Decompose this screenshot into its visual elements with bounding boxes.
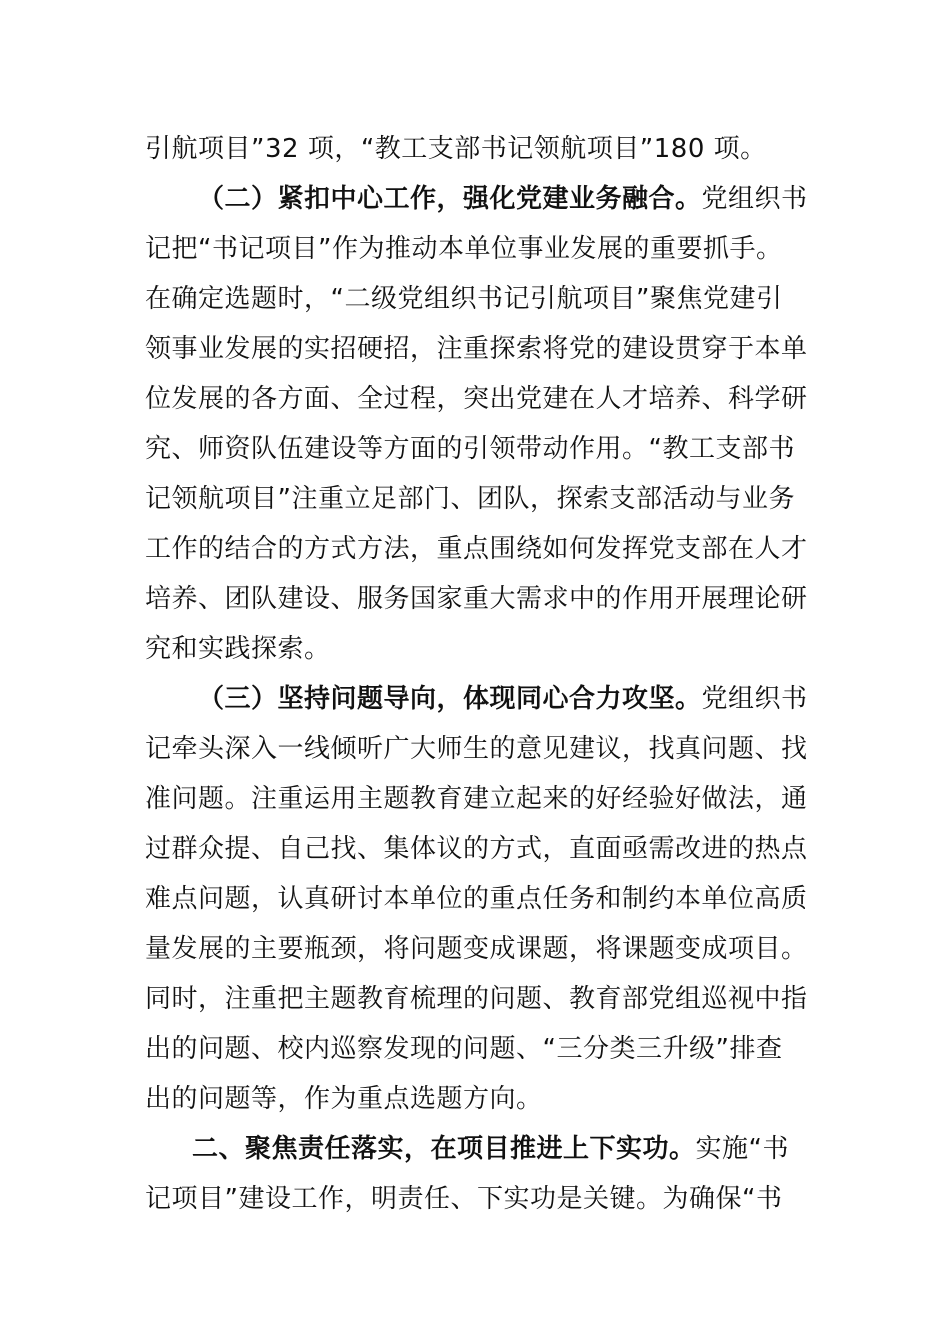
- paragraph-line: 记把“书记项目”作为推动本单位事业发展的重要抓手。: [145, 234, 783, 264]
- paragraph-line: 工作的结合的方式方法，重点围绕如何发挥党支部在人才: [145, 534, 808, 564]
- section-heading-line: 二、聚焦责任落实，在项目推进上下实功。实施“书: [192, 1134, 789, 1164]
- paragraph-line: 在确定选题时，“二级党组织书记引航项目”聚焦党建引: [145, 284, 783, 314]
- paragraph-line: 量发展的主要瓶颈，将问题变成课题，将课题变成项目。: [145, 934, 808, 964]
- section-heading: （三）坚持问题导向，体现同心合力攻坚。: [198, 684, 702, 714]
- section-heading-line: （三）坚持问题导向，体现同心合力攻坚。党组织书: [198, 684, 808, 714]
- paragraph-line: 出的问题等，作为重点选题方向。: [145, 1084, 543, 1114]
- paragraph-line: 记项目”建设工作，明责任、下实功是关键。为确保“书: [145, 1184, 783, 1214]
- section-heading: 二、聚焦责任落实，在项目推进上下实功。: [192, 1134, 696, 1164]
- paragraph-line: 引航项目”32 项，“教工支部书记领航项目”180 项。: [145, 134, 767, 164]
- paragraph-line: 同时，注重把主题教育梳理的问题、教育部党组巡视中指: [145, 984, 808, 1014]
- paragraph-line: 领事业发展的实招硬招，注重探索将党的建设贯穿于本单: [145, 334, 808, 364]
- paragraph-line: 究和实践探索。: [145, 634, 331, 664]
- paragraph-line: 记领航项目”注重立足部门、团队，探索支部活动与业务: [145, 484, 795, 514]
- paragraph-line: 过群众提、自己找、集体议的方式，直面亟需改进的热点: [145, 834, 808, 864]
- paragraph-line: 位发展的各方面、全过程，突出党建在人才培养、科学研: [145, 384, 808, 414]
- paragraph-line: 培养、团队建设、服务国家重大需求中的作用开展理论研: [145, 584, 808, 614]
- section-heading-line: （二）紧扣中心工作，强化党建业务融合。党组织书: [198, 184, 808, 214]
- paragraph-line: 准问题。注重运用主题教育建立起来的好经验好做法，通: [145, 784, 808, 814]
- paragraph-line: 出的问题、校内巡察发现的问题、“三分类三升级”排查: [145, 1034, 783, 1064]
- paragraph-line: 究、师资队伍建设等方面的引领带动作用。“教工支部书: [145, 434, 795, 464]
- paragraph-line: 记牵头深入一线倾听广大师生的意见建议，找真问题、找: [145, 734, 808, 764]
- paragraph-line: 难点问题，认真研讨本单位的重点任务和制约本单位高质: [145, 884, 808, 914]
- section-heading: （二）紧扣中心工作，强化党建业务融合。: [198, 184, 702, 214]
